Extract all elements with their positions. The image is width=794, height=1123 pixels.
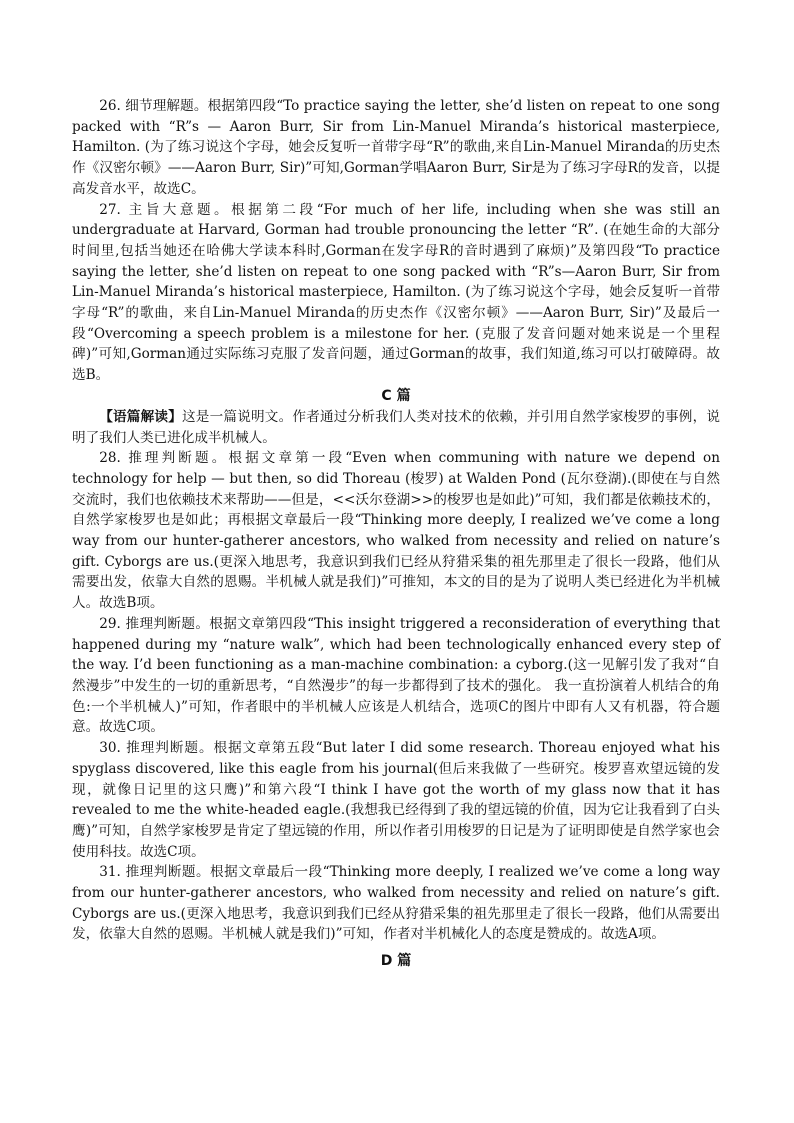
answer-29: 29. 推理判断题。根据文章第四段“This insight triggered a reconsideration of everything that happened during my “nature walk”, which had been technologically enhanced every step of the way. I’d been functioning as a man-machine combination: a cyborg.(这一见解引发了我对“自然漫步”中发生的一切的重新思考，“自然漫步”的每一步都得到了技术的强化。 我一直扮演着人机结合的角色:一个半机械人)”可知，作者眼中的半机械人应该是人机结合，选项C的图片中即有人又有机器，符合题意。故选C项。 bbox=[72, 615, 720, 736]
reading-analysis-label: 【语篇解读】 bbox=[99, 408, 182, 425]
document-page bbox=[72, 96, 720, 972]
answer-28: 28. 推理判断题。根据文章第一段“Even when communing with nature we depend on technology for help — but then, so did Thoreau (梭罗) at Walden Pond (瓦尔登湖).(即使在与自然交流时，我们也依赖技术来帮助——但是，<<沃尔登湖>>的梭罗也是如此)”可知，我们都是依赖技术的，自然学家梭罗也是如此；再根据文章最后一段“Thinking more deeply, I realized we’ve come a long way from our hunter-gatherer ancestors, who walked from necessity and relied on nature’s gift. Cyborgs are us.(更深入地思考，我意识到我们已经从狩猎采集的祖先那里走了很长一段路，他们从需要出发，依靠大自然的恩赐。半机械人就是我们)”可推知，本文的目的是为了说明人类已经进化为半机械人。故选B项。 bbox=[72, 450, 720, 612]
section-heading-d: D 篇 bbox=[380, 953, 412, 970]
reading-analysis-text: 这是一篇说明文。作者通过分析我们人类对技术的依赖，并引用自然学家梭罗的事例，说明了我们人类已进化成半机械人。 bbox=[72, 408, 721, 446]
answer-31: 31. 推理判断题。根据文章最后一段“Thinking more deeply, I realized we’ve come a long way from our hunter-gatherer ancestors, who walked from necessity and relied on nature’s gift. Cyborgs are us.(更深入地思考，我意识到我们已经从狩猎采集的祖先那里走了很长一段路，他们从需要出发，依靠大自然的恩赐。半机械人就是我们)”可知，作者对半机械化人的态度是赞成的。故选A项。 bbox=[72, 864, 720, 943]
answer-27: 27. 主旨大意题。根据第二段“For much of her life, including when she was still an undergraduate at Harvard, Gorman had trouble pronouncing the letter “R”. (在她生命的大部分时间里,包括当她还在哈佛大学读本科时,Gorman在发字母R的音时遇到了麻烦)”及第四段“To practice saying the letter, she’d listen on repeat to one song packed with “R”s—Aaron Burr, Sir from Lin-Manuel Miranda’s historical masterpiece, Hamilton. (为了练习说这个字母，她会反复听一首带字母“R”的歌曲，来自Lin-Manuel Miranda的历史杰作《汉密尔顿》——Aaron Burr, Sir)”及最后一段“Overcoming a speech problem is a milestone for her. (克服了发音问题对她来说是一个里程碑)”可知,Gorman通过实际练习克服了发音问题，通过Gorman的故事，我们知道,练习可以打破障碍。故选B。 bbox=[72, 201, 720, 384]
answer-30: 30. 推理判断题。根据文章第五段“But later I did some research. Thoreau enjoyed what his spyglass discovered, like this eagle from his journal(但后来我做了一些研究。梭罗喜欢望远镜的发现，就像日记里的这只鹰)”和第六段“I think I have got the worth of my glass now that it has revealed to me the white-headed eagle.(我想我已经得到了我的望远镜的价值，因为它让我看到了白头鹰)”可知，自然学家梭罗是肯定了望远镜的作用，所以作者引用梭罗的日记是为了证明即使是自然学家也会使用科技。故选C项。 bbox=[72, 740, 720, 860]
answer-26: 26. 细节理解题。根据第四段“To practice saying the letter, she’d listen on repeat to one song packed with “R”s — Aaron Burr, Sir from Lin-Manuel Miranda’s historical masterpiece, Hamilton. (为了练习说这个字母，她会反复听一首带字母“R”的歌曲,来自Lin-Manuel Miranda的历史杰作《汉密尔顿》——Aaron Burr, Sir)”可知,Gorman学唱Aaron Burr, Sir是为了练习字母R的发音，以提高发音水平，故选C。 bbox=[72, 98, 720, 197]
reading-analysis bbox=[72, 407, 720, 448]
section-heading-c: C 篇 bbox=[381, 387, 411, 404]
